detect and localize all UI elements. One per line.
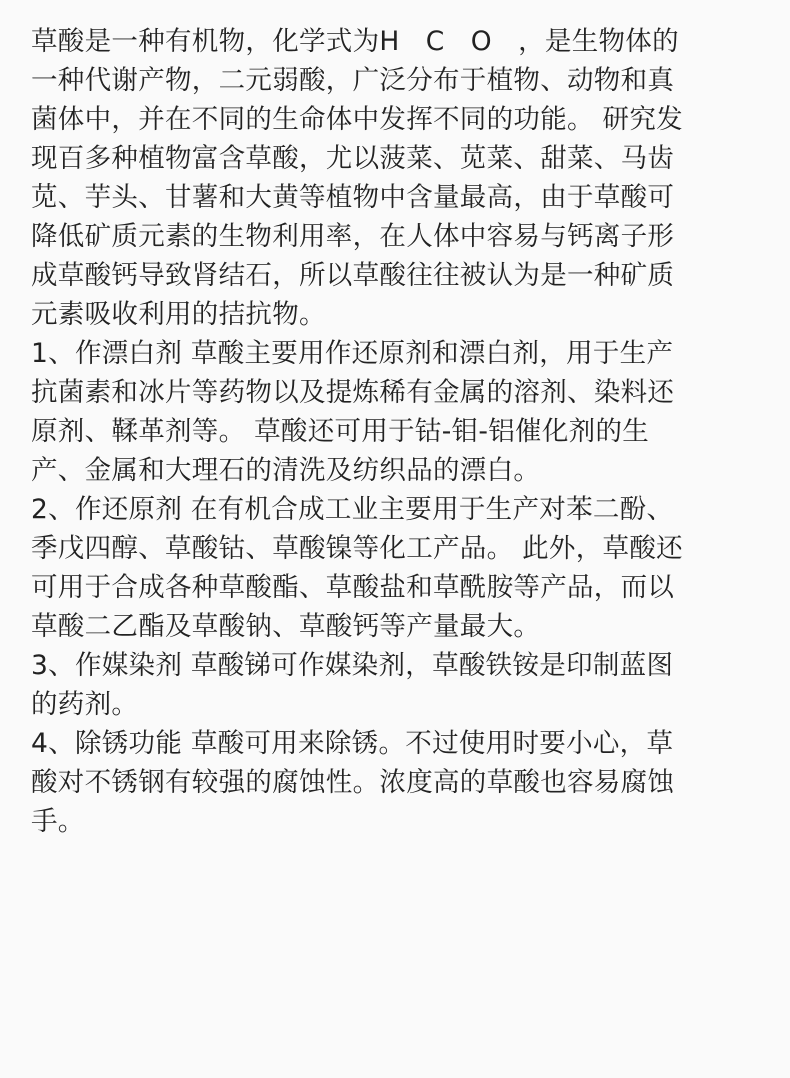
- text-line: 一种代谢产物，二元弱酸，广泛分布于植物、动物和真: [31, 65, 675, 96]
- text-line: 成草酸钙导致肾结石，所以草酸往往被认为是一种矿质: [31, 260, 675, 291]
- text-line: 菌体中，并在不同的生命体中发挥不同的功能。 研究发: [31, 104, 683, 135]
- text-line: 草酸是一种有机物，化学式为H C O ，是生物体的: [31, 26, 679, 57]
- text-line: 的药剂。: [31, 689, 139, 720]
- text-line: 可用于合成各种草酸酯、草酸盐和草酰胺等产品，而以: [31, 572, 675, 603]
- text-line: 降低矿质元素的生物利用率，在人体中容易与钙离子形: [31, 221, 675, 252]
- text-line: 草酸二乙酯及草酸钠、草酸钙等产量最大。: [31, 611, 541, 642]
- text-line: 产、金属和大理石的清洗及纺织品的漂白。: [31, 455, 541, 486]
- text-line: 酸对不锈钢有较强的腐蚀性。浓度高的草酸也容易腐蚀: [31, 767, 675, 798]
- text-line: 3、作媒染剂 草酸锑可作媒染剂，草酸铁铵是印制蓝图: [31, 650, 674, 681]
- text-line: 抗菌素和冰片等药物以及提炼稀有金属的溶剂、染料还: [31, 377, 675, 408]
- text-line: 苋、芋头、甘薯和大黄等植物中含量最高，由于草酸可: [31, 182, 675, 213]
- text-line: 手。: [31, 806, 85, 837]
- text-line: 元素吸收利用的拮抗物。: [31, 299, 326, 330]
- text-line: 季戊四醇、草酸钴、草酸镍等化工产品。 此外，草酸还: [31, 533, 683, 564]
- text-line: 4、除锈功能 草酸可用来除锈。不过使用时要小心，草: [31, 728, 674, 759]
- text-line: 1、作漂白剂 草酸主要用作还原剂和漂白剂，用于生产: [31, 338, 674, 369]
- text-line: 2、作还原剂 在有机合成工业主要用于生产对苯二酚、: [31, 494, 674, 525]
- article-body: [31, 22, 766, 841]
- text-line: 现百多种植物富含草酸，尤以菠菜、苋菜、甜菜、马齿: [31, 143, 675, 174]
- text-line: 原剂、鞣革剂等。 草酸还可用于钴-钼-铝催化剂的生: [31, 416, 650, 447]
